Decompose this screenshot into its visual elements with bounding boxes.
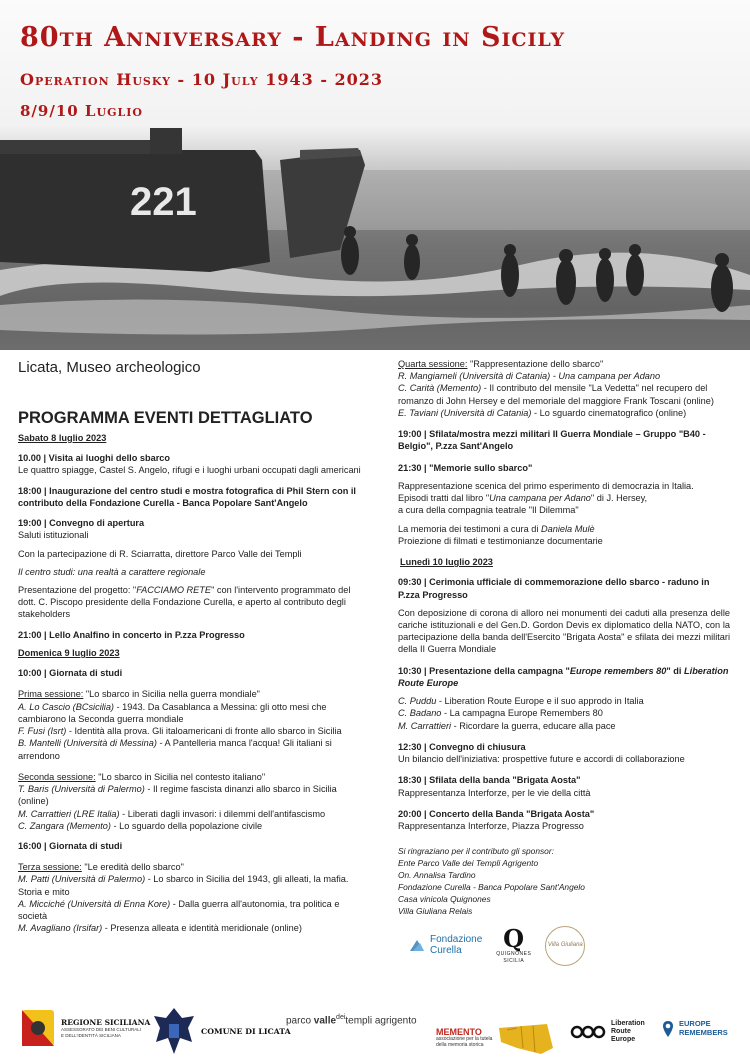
event-text: Rappresentanza Interforze, Piazza Progresso (398, 821, 584, 832)
event-title: 21:30 | "Memorie sullo sbarco" (398, 462, 533, 473)
event-text: Presentazione del progetto: "FACCIAMO RETE" con l'intervento programmato del dott. C. Piscopo presidente della Fondazione Curella, e aperto al contributo degli stakeholders (18, 584, 351, 620)
page-title: 80th Anniversary - Landing in Sicily (20, 22, 566, 53)
sponsor-logos (408, 926, 730, 966)
day-heading: Domenica 9 luglio 2023 (18, 647, 120, 658)
event-title: 20:00 | Concerto della Banda "Brigata Aosta" (398, 808, 595, 819)
talk: T. Baris (Università di Palermo) - Il regime fascista dinanzi allo sbarco in Sicilia (online) (18, 784, 337, 807)
day-heading: Lunedì 10 luglio 2023 (400, 557, 493, 568)
location-pin-icon (662, 1020, 674, 1038)
fondazione-curella-logo: Fondazione Curella (408, 935, 482, 956)
sponsor-item: Ente Parco Valle dei Templi Agrigento (398, 858, 539, 869)
boat-number: 221 (130, 180, 197, 224)
talk: M. Carrattieri (LRE Italia) - Liberati dagli invasori: i dilemmi dell'antifascismo (18, 808, 326, 819)
session-heading: Prima sessione: "Lo sbarco in Sicilia nella guerra mondiale" (18, 689, 260, 700)
event-title: 18:30 | Sfilata della banda "Brigata Aosta" (398, 775, 581, 786)
footer-logos (0, 1000, 750, 1061)
event-text: Con la partecipazione di R. Sciarratta, direttore Parco Valle dei Templi (18, 548, 302, 559)
page-subtitle: Operation Husky - 10 July 1943 - 2023 (20, 70, 384, 89)
liberation-route-logo: Liberation Route Europe (570, 1020, 645, 1044)
sponsor-list (398, 846, 730, 918)
event-title: 19:00 | Sfilata/mostra mezzi militari II Guerra Mondiale – Gruppo "B40 - Belgio", P.zza Sant'Angelo (398, 429, 706, 452)
event-text: a cura della compagnia teatrale "Il Dilemma" (398, 505, 579, 516)
program-title: PROGRAMMA EVENTI DETTAGLIATO (18, 408, 313, 427)
comune-licata-logo: COMUNE DI LICATA (152, 1006, 291, 1056)
trinacria-icon (20, 1008, 56, 1048)
event-text: Il centro studi: una realtà a carattere regionale (18, 566, 206, 577)
talk: C. Zangara (Memento) - Lo sguardo della popolazione civile (18, 820, 263, 831)
sponsor-item: Casa vinicola Quignones (398, 893, 491, 904)
talk: B. Mantelli (Università di Messina) - A Pantelleria manca l'acqua! Gli italiani si arrendono (18, 738, 332, 761)
parco-valle-templi-logo: parco valle$^{dei}$templi agrigento (286, 1014, 417, 1027)
event-text: Proiezione di filmati e testimonianze documentarie (398, 535, 603, 546)
talk: C. Carità (Memento) - Il contributo del mensile "La Vedetta" nel recupero del romanzo di John Hersey e del memoriale del maggiore Frank Toscani (online) (398, 383, 714, 406)
sponsor-thanks: Si ringraziano per il contributo gli sponsor: (398, 846, 554, 857)
left-column (18, 358, 364, 935)
event-text: Saluti istituzionali (18, 530, 89, 541)
talk: M. Carrattieri - Ricordare la guerra, educare alla pace (398, 720, 616, 731)
sponsor-item: On. Annalisa Tardino (398, 870, 476, 881)
right-column (398, 358, 730, 966)
talk: C. Puddu - Liberation Route Europe e il suo approdo in Italia (398, 696, 644, 707)
event-title: 21:00 | Lello Analfino in concerto in P.zza Progresso (18, 629, 245, 640)
event-text: Un bilancio dell'iniziativa: prospettive future e accordi di collaborazione (398, 754, 685, 765)
event-text: Rappresentanza Interforze, per le vie della città (398, 787, 591, 798)
event-text: Le quattro spiagge, Castel S. Angelo, rifugi e i luoghi urbani occupati dagli americani (18, 465, 361, 476)
quignones-logo: Q QUIGNONES SICILIA (496, 924, 532, 964)
event-title: 19:00 | Convegno di apertura (18, 518, 145, 529)
event-title: 10.00 | Visita ai luoghi dello sbarco (18, 453, 171, 464)
sicily-map-icon (497, 1020, 555, 1056)
eagle-crest-icon (152, 1006, 196, 1056)
sponsor-item: Fondazione Curella - Banca Popolare Sant'Angelo (398, 882, 585, 893)
hero-photo (0, 0, 750, 350)
talk: M. Avagliano (Irsifar) - Presenza alleata e identità meridionale (online) (18, 923, 302, 934)
event-text: Rappresentazione scenica del primo esperimento di democrazia in Italia. (398, 480, 694, 491)
event-title: 09:30 | Cerimonia ufficiale di commemorazione dello sbarco - raduno in P.zza Progresso (398, 577, 710, 600)
event-text: Episodi tratti dal libro "Una campana per Adano" di J. Hersey, (398, 493, 648, 504)
talk: A. Micciché (Università di Enna Kore) - Dalla guerra all'autonomia, tra politica e società (18, 898, 340, 922)
talk: E. Taviani (Università di Catania) - Lo sguardo cinematografico (online) (398, 407, 687, 418)
event-title: 18:00 | Inaugurazione del centro studi e mostra fotografica di Phil Stern con il contributo della Fondazione Curella - Banca Popolare Sant'Angelo (18, 485, 356, 508)
event-title: 12:30 | Convegno di chiusura (398, 741, 526, 752)
villa-giuliana-logo: Villa Giuliana (545, 926, 585, 966)
talk: M. Patti (Università di Palermo) - Lo sbarco in Sicilia del 1943, gli alleati, la mafia. Storia e mito (18, 874, 349, 897)
session-heading: Terza sessione: "Le eredità dello sbarco" (18, 862, 184, 873)
talk: R. Mangiameli (Università di Catania) - Una campana per Adano (398, 371, 661, 382)
talk: A. Lo Cascio (BCsicilia) - 1943. Da Casablanca a Messina: gli otto mesi che cambiarono la Seconda guerra mondiale (18, 701, 327, 724)
event-text: La memoria dei testimoni a cura di Daniela Mulè (398, 523, 595, 534)
talk: C. Badano - La campagna Europe Remembers 80 (398, 708, 603, 719)
event-dates: 8/9/10 Luglio (20, 102, 143, 120)
europe-remembers-logo: EUROPE REMEMBERS (662, 1020, 728, 1038)
event-title: 10:30 | Presentazione della campagna "Europe remembers 80" di Liberation Route Europe (398, 665, 729, 688)
memento-logo: MEMENTO associazione per la tutela della memoria storica (436, 1020, 555, 1056)
sponsor-item: Villa Giuliana Relais (398, 905, 473, 916)
regione-siciliana-logo: REGIONE SICILIANA ASSESSORATO DEI BENI CULTURALI E DELL'IDENTITÀ SICILIANA (20, 1008, 150, 1048)
liberation-route-icon (570, 1021, 606, 1043)
curella-mark-icon (408, 937, 426, 955)
day-heading: Sabato 8 luglio 2023 (18, 432, 107, 443)
event-title: 10:00 | Giornata di studi (18, 668, 123, 679)
event-text: Con deposizione di corona di alloro nei monumenti dei caduti alla presenza delle cariche istituzionali e del Gen.D. Gordon Devis ex diplomatico della NATO, con la partecipazione della banda dell'Esercito "Brigata Aosta" e sfilata dei mezzi militari della II Guerra Mondiale (398, 607, 730, 655)
session-heading: Quarta sessione: "Rappresentazione dello sbarco" (398, 359, 604, 369)
venue: Licata, Museo archeologico (18, 359, 201, 376)
session-heading: Seconda sessione: "Lo sbarco in Sicilia nel contesto italiano" (18, 771, 266, 782)
event-title: 16:00 | Giornata di studi (18, 840, 123, 851)
talk: F. Fusi (Isrt) - Identità alla prova. Gli italoamericani di fronte allo sbarco in Sicilia (18, 726, 342, 737)
